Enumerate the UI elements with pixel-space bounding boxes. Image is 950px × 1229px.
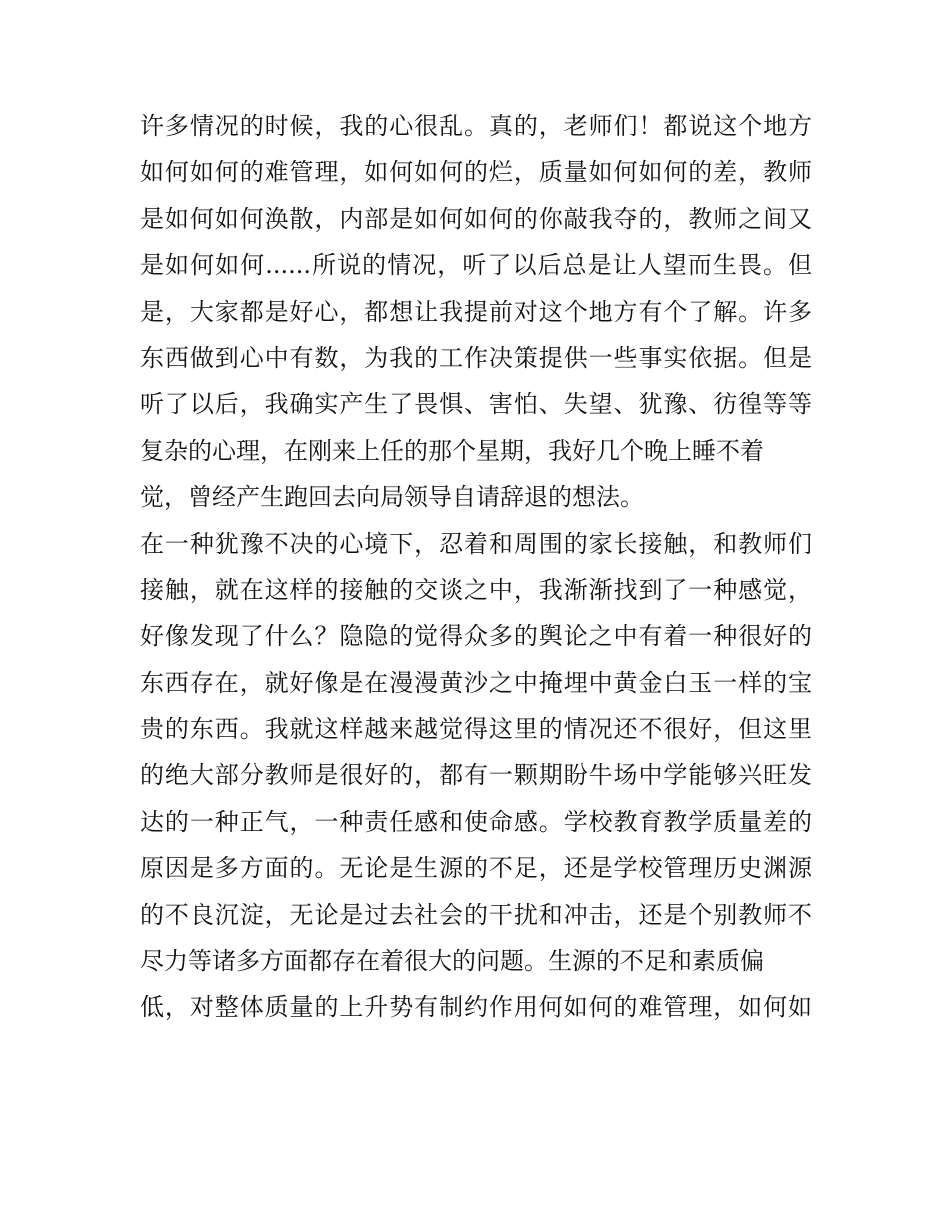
text-line: 的不良沉淀，无论是过去社会的干扰和冲击，还是个别教师不 (140, 900, 812, 929)
paragraph-1 (140, 103, 812, 521)
text-line: 听了以后，我确实产生了畏惧、害怕、失望、犹豫、彷徨等等 (140, 390, 812, 419)
text-line: 许多情况的时候，我的心很乱。真的，老师们！都说这个地方 (140, 112, 812, 140)
paragraph-2 (140, 521, 812, 1031)
text-line: 贵的东西。我就这样越来越觉得这里的情况还不很好，但这里 (140, 715, 812, 744)
text-line: 觉，曾经产生跑回去向局领导自请辞退的想法。 (140, 483, 644, 512)
text-line: 原因是多方面的。无论是生源的不足，还是学校管理历史渊源 (140, 854, 812, 883)
text-line: 如何如何的难管理，如何如何的烂，质量如何如何的差，教师 (140, 158, 812, 187)
text-line: 是，大家都是好心，都想让我提前对这个地方有个了解。许多 (140, 297, 812, 326)
text-line: 是如何如何涣散，内部是如何如何的你敲我夺的，教师之间又 (140, 204, 812, 233)
text-line: 好像发现了什么？隐隐的觉得众多的舆论之中有着一种很好的 (140, 622, 812, 651)
text-line: 达的一种正气，一种责任感和使命感。学校教育教学质量差的 (140, 807, 812, 836)
text-line: 的绝大部分教师是很好的，都有一颗期盼牛场中学能够兴旺发 (140, 761, 812, 790)
text-line: 是如何如何......所说的情况，听了以后总是让人望而生畏。但 (140, 251, 812, 280)
document-body (140, 103, 812, 1031)
text-line: 复杂的心理，在刚来上任的那个星期，我好几个晚上睡不着 (140, 436, 764, 465)
text-line: 低，对整体质量的上升势有制约作用何如何的难管理，如何如 (140, 993, 812, 1022)
text-line: 尽力等诸多方面都存在着很大的问题。生源的不足和素质偏 (140, 947, 764, 976)
text-line: 东西存在，就好像是在漫漫黄沙之中掩埋中黄金白玉一样的宝 (140, 668, 812, 697)
text-line: 在一种犹豫不决的心境下，忍着和周围的家长接触，和教师们 (140, 529, 812, 558)
text-line: 东西做到心中有数，为我的工作决策提供一些事实依据。但是 (140, 343, 812, 372)
text-line: 接触，就在这样的接触的交谈之中，我渐渐找到了一种感觉， (140, 575, 812, 604)
